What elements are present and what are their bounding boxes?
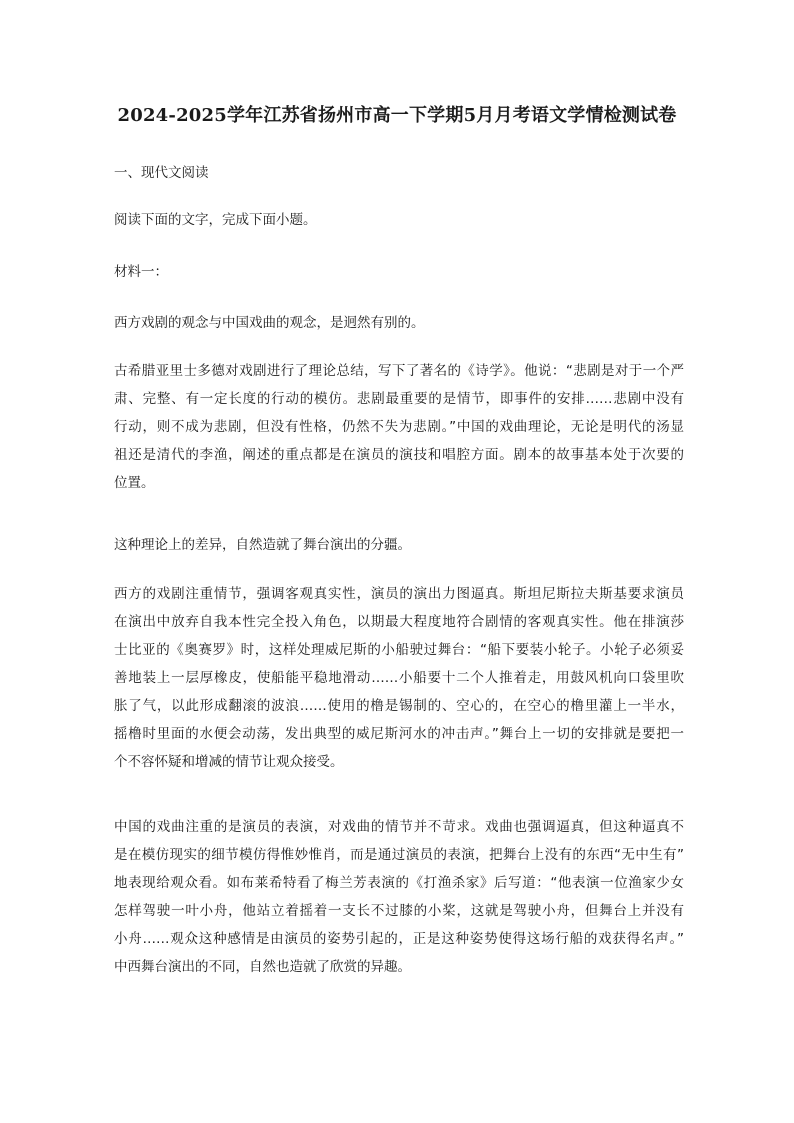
material-label: 材料一： xyxy=(114,264,168,280)
paragraph-line: 肃、完整、有一定长度的行动的模仿。悲剧最重要的是情节，即事件的安排……悲剧中没有 xyxy=(114,391,684,407)
paragraph-line: 个不容怀疑和增减的情节让观众接受。 xyxy=(114,754,344,770)
paragraph-line: 怎样驾驶一叶小舟，他站立着摇着一支长不过膝的小桨，这就是驾驶小舟，但舞台上并没有 xyxy=(114,903,684,919)
paragraph-line: 行动，则不成为悲剧，但没有性格，仍然不失为悲剧。”中国的戏曲理论，无论是明代的汤显 xyxy=(114,419,684,435)
paragraph-line: 西方的戏剧注重情节，强调客观真实性，演员的演出力图逼真。斯坦尼斯拉夫斯基要求演员 xyxy=(114,586,684,602)
paragraph-line: 这种理论上的差异，自然造就了舞台演出的分疆。 xyxy=(114,537,411,553)
instruction-text: 阅读下面的文字，完成下面小题。 xyxy=(114,212,317,228)
paragraph-line: 地表现给观众看。如布莱希特看了梅兰芳表演的《打渔杀家》后写道：“他表演一位渔家少女 xyxy=(114,875,684,891)
paragraph-line: 士比亚的《奥赛罗》时，这样处理威尼斯的小船驶过舞台：“船下要装小轮子。小轮子必须妥 xyxy=(114,642,684,658)
paragraph-line: 胀了气，以此形成翻滚的波浪……使用的橹是锡制的、空心的，在空心的橹里灌上一半水， xyxy=(114,698,684,714)
paragraph-line: 中国的戏曲注重的是演员的表演，对戏曲的情节并不苛求。戏曲也强调逼真，但这种逼真不 xyxy=(114,819,684,835)
paragraph-line: 摇橹时里面的水便会动荡，发出典型的威尼斯河水的冲击声。”舞台上一切的安排就是要把一 xyxy=(114,726,684,742)
paragraph-line: 古希腊亚里士多德对戏剧进行了理论总结，写下了著名的《诗学》。他说：“悲剧是对于一个严 xyxy=(114,363,684,379)
paragraph-line: 在演出中放弃自我本性完全投入角色，以期最大程度地符合剧情的客观真实性。他在排演莎 xyxy=(114,614,684,630)
paragraph-line: 位置。 xyxy=(114,475,155,491)
paragraph-line: 中西舞台演出的不同，自然也造就了欣赏的异趣。 xyxy=(114,959,411,975)
paragraph-line: 善地装上一层厚橡皮，使船能平稳地滑动……小船要十二个人推着走，用鼓风机向口袋里吹 xyxy=(114,670,684,686)
section-heading: 一、现代文阅读 xyxy=(114,165,209,181)
paragraph-line: 西方戏剧的观念与中国戏曲的观念，是迥然有别的。 xyxy=(114,315,425,331)
paragraph-line: 小舟……观众这种感情是由演员的姿势引起的，正是这种姿势使得这场行船的戏获得名声。” xyxy=(114,931,684,947)
exam-title: 2024-2025学年江苏省扬州市高一下学期5月月考语文学情检测试卷 xyxy=(117,105,677,126)
paragraph-line: 祖还是清代的李渔，阐述的重点都是在演员的演技和唱腔方面。剧本的故事基本处于次要的 xyxy=(114,447,684,463)
paragraph-line: 是在模仿现实的细节模仿得惟妙惟肖，而是通过演员的表演，把舞台上没有的东西“无中生有” xyxy=(114,847,684,863)
